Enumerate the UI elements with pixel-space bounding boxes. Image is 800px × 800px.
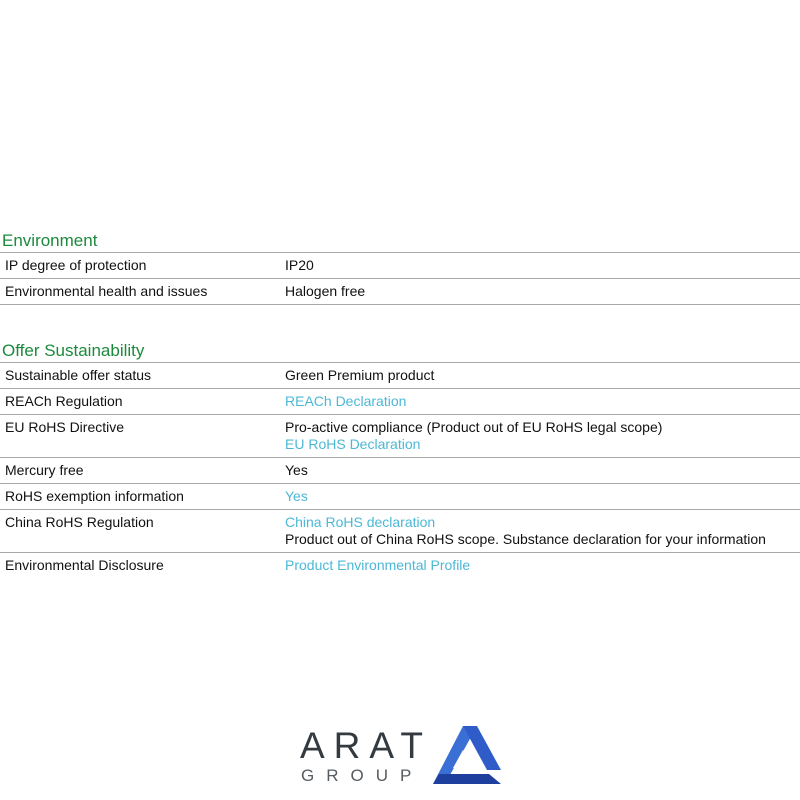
table-row (0, 363, 800, 389)
table-row (0, 253, 800, 279)
row-label: IP degree of protection (5, 257, 147, 273)
row-label: RoHS exemption information (5, 488, 184, 504)
row-label: Sustainable offer status (5, 367, 152, 383)
row-value: Halogen free (285, 283, 366, 299)
row-label: Mercury free (5, 462, 84, 478)
row-value: Green Premium product (285, 367, 435, 383)
logo-subtitle: GROUP (301, 766, 424, 785)
offer-sustainability-section (0, 340, 800, 578)
logo-wordmark: ARAT (300, 725, 432, 766)
table-row (0, 458, 800, 484)
section-title-offer-sustainability: Offer Sustainability (0, 340, 800, 363)
row-value: IP20 (285, 257, 314, 273)
row-label: China RoHS Regulation (5, 514, 154, 530)
rohs-exemption-link[interactable]: Yes (285, 488, 308, 504)
triangle-logo-icon (433, 726, 501, 784)
row-label: Environmental health and issues (5, 283, 208, 299)
reach-declaration-link[interactable]: REACh Declaration (285, 393, 407, 409)
table-row (0, 484, 800, 510)
row-label: EU RoHS Directive (5, 419, 125, 435)
table-row (0, 389, 800, 415)
table-row (0, 279, 800, 305)
row-value: Product out of China RoHS scope. Substance declaration for your information (285, 531, 766, 547)
table-row (0, 510, 800, 553)
product-environmental-profile-link[interactable]: Product Environmental Profile (285, 557, 471, 573)
section-title-environment: Environment (0, 230, 800, 253)
table-row (0, 553, 800, 578)
row-label: REACh Regulation (5, 393, 123, 409)
row-value: Yes (285, 462, 308, 478)
china-rohs-declaration-link[interactable]: China RoHS declaration (285, 514, 436, 530)
row-value: Pro-active compliance (Product out of EU RoHS legal scope) (285, 419, 663, 435)
row-label: Environmental Disclosure (5, 557, 164, 573)
environment-section (0, 230, 800, 305)
eu-rohs-declaration-link[interactable]: EU RoHS Declaration (285, 436, 421, 452)
arat-group-logo (300, 726, 510, 786)
table-row (0, 415, 800, 458)
